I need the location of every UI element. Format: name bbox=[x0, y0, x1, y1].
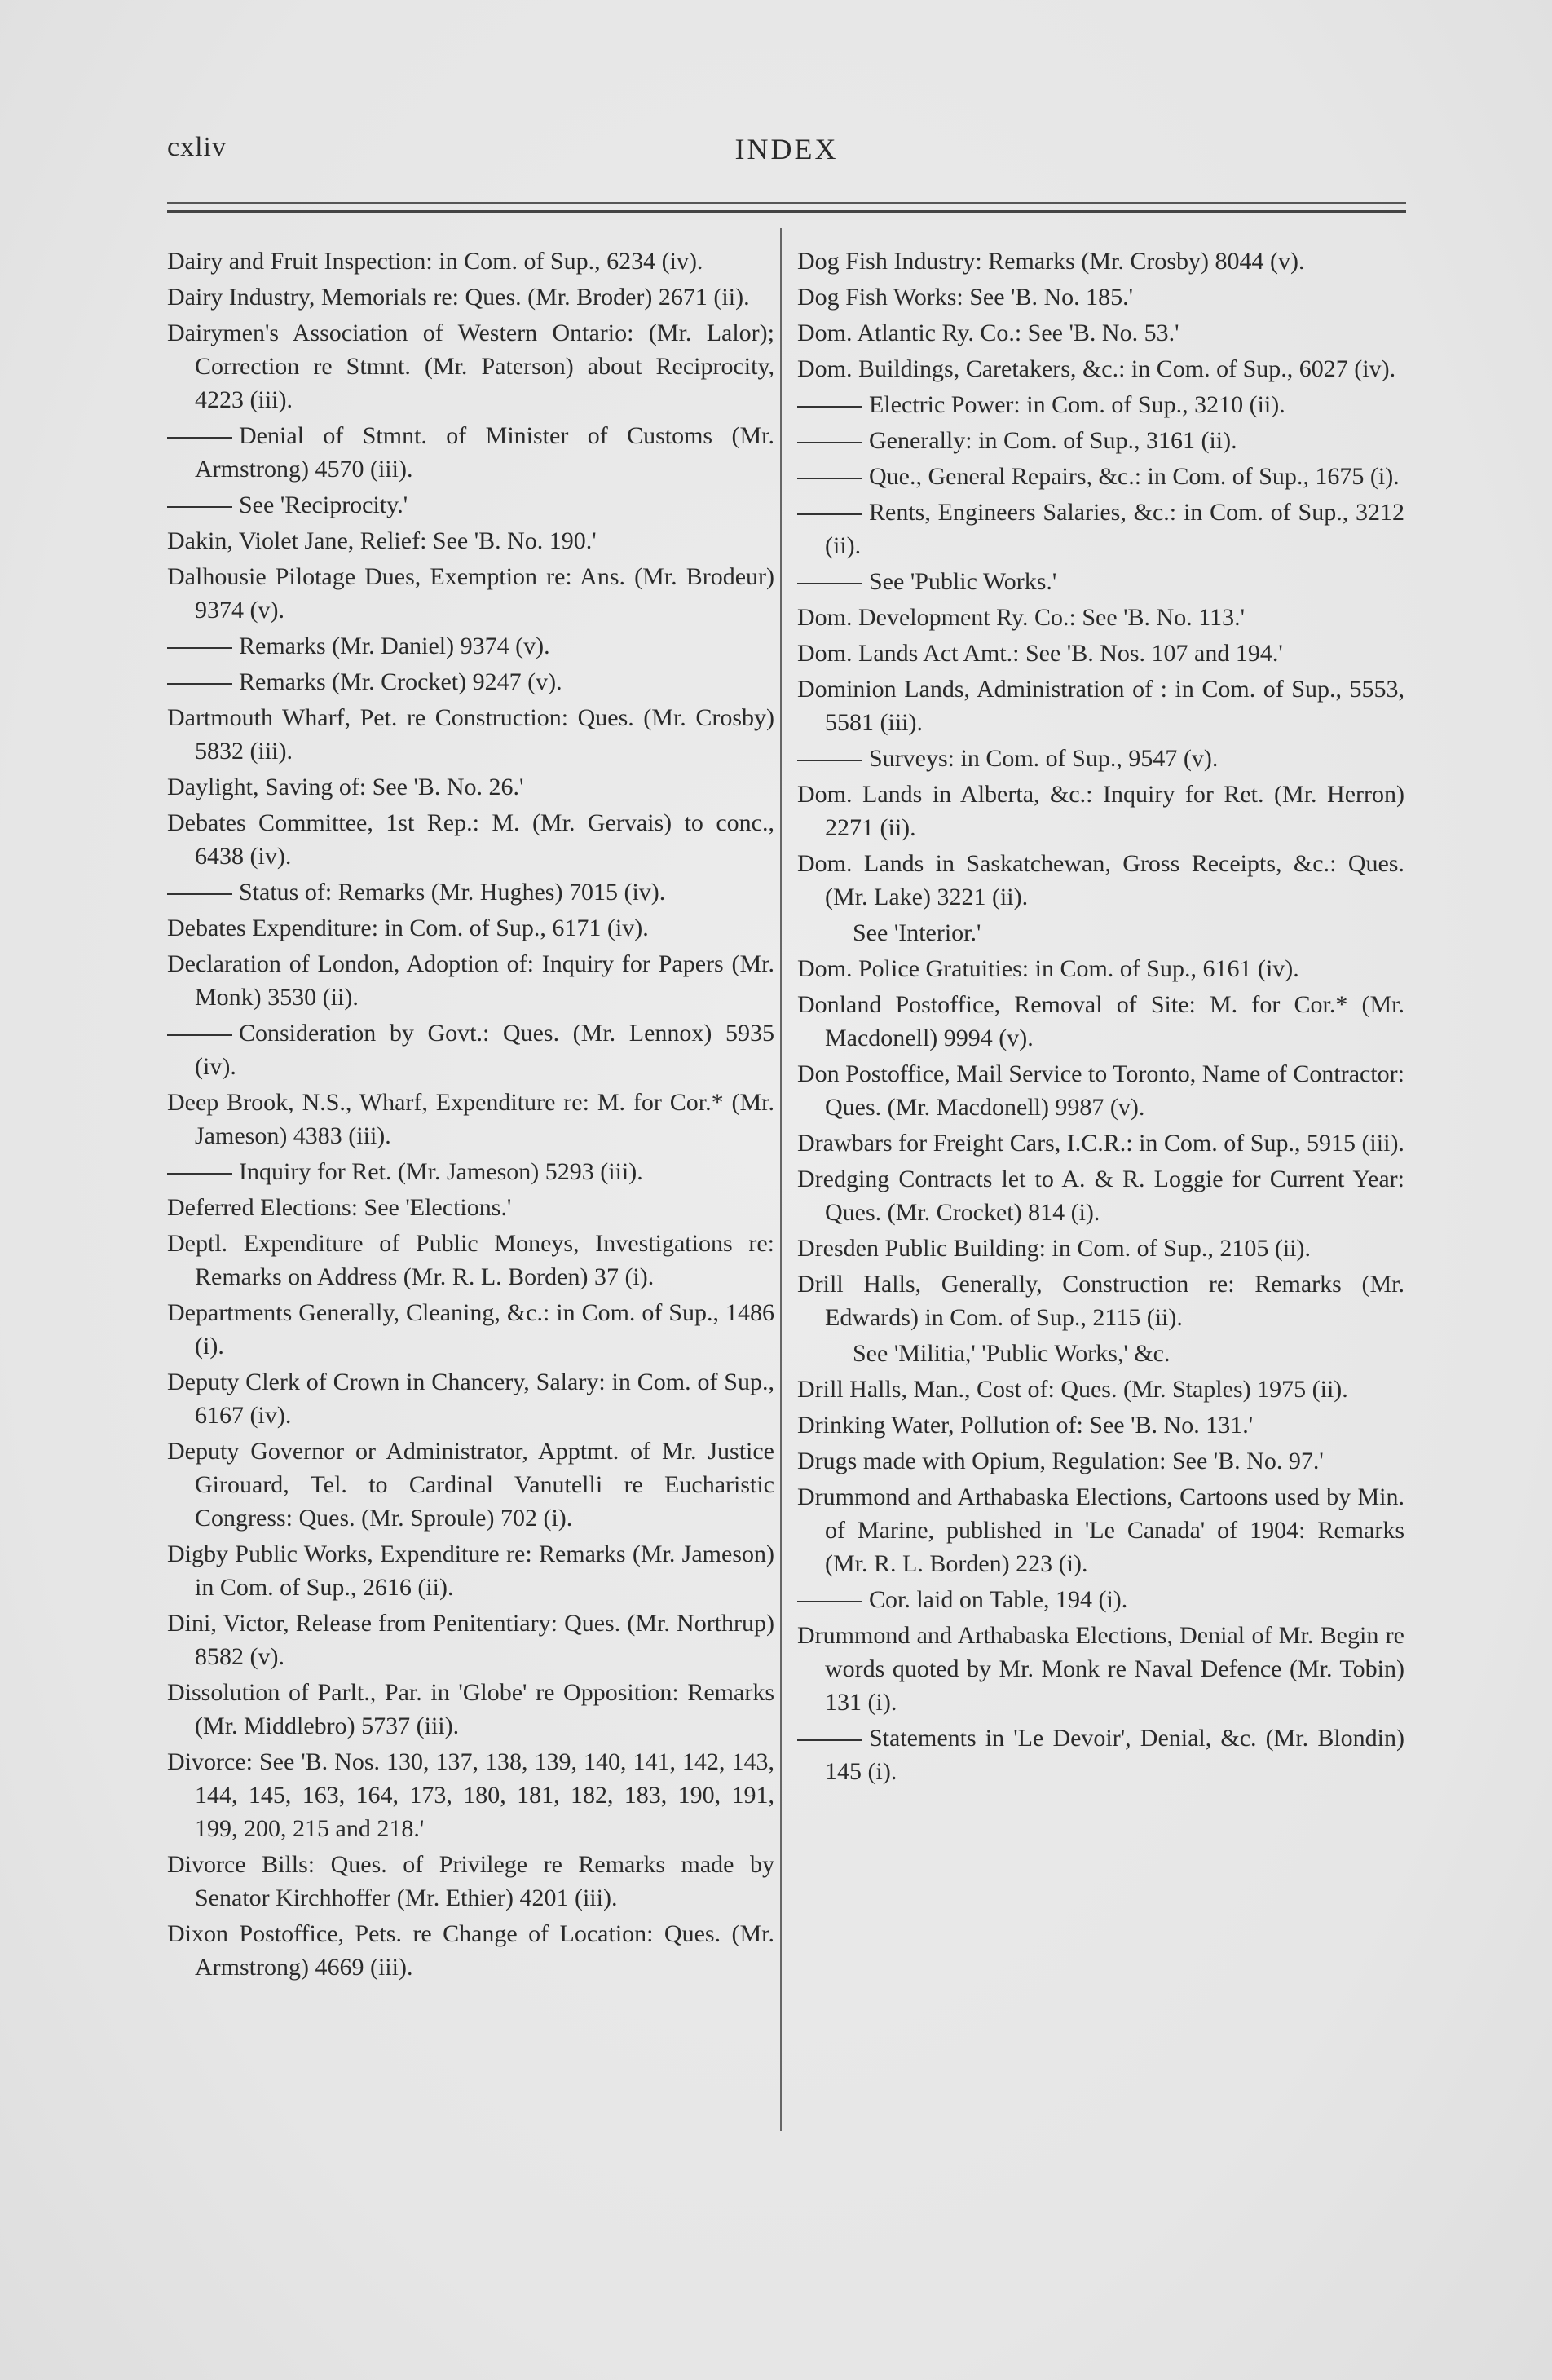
index-entry bbox=[797, 316, 1404, 350]
entry-text: Dom. Development Ry. Co.: See 'B. No. 113.' bbox=[797, 604, 1246, 631]
index-see-reference bbox=[797, 1337, 1404, 1370]
index-subentry bbox=[797, 742, 1404, 775]
index-subentry bbox=[797, 1721, 1404, 1788]
entry-text: Denial of Stmnt. of Minister of Customs (Mr. Armstrong) 4570 (iii). bbox=[195, 422, 774, 483]
entry-text: Dissolution of Parlt., Par. in 'Globe' re Opposition: Remarks (Mr. Middlebro) 5737 (iii). bbox=[167, 1679, 774, 1739]
index-entry bbox=[797, 637, 1404, 670]
column-divider bbox=[780, 228, 782, 2131]
index-entry bbox=[167, 1676, 774, 1743]
entry-text: Dom. Police Gratuities: in Com. of Sup., 6161 (iv). bbox=[797, 955, 1299, 982]
ditto-dash bbox=[167, 683, 232, 685]
index-entry bbox=[167, 1365, 774, 1432]
entry-text: Remarks (Mr. Crocket) 9247 (v). bbox=[239, 668, 562, 695]
entry-text: Dom. Lands in Saskatchewan, Gross Receipts, &c.: Ques. (Mr. Lake) 3221 (ii). bbox=[797, 850, 1404, 910]
index-entry bbox=[167, 701, 774, 768]
index-entry bbox=[797, 988, 1404, 1055]
entry-text: Dixon Postoffice, Pets. re Change of Location: Ques. (Mr. Armstrong) 4669 (iii). bbox=[167, 1920, 774, 1981]
index-entry bbox=[167, 524, 774, 558]
entry-text: Don Postoffice, Mail Service to Toronto, Name of Contractor: Ques. (Mr. Macdonell) 9987 (v). bbox=[797, 1060, 1404, 1121]
entry-text: Debates Expenditure: in Com. of Sup., 6171 (iv). bbox=[167, 915, 649, 941]
index-entry bbox=[797, 1480, 1404, 1580]
index-entry bbox=[797, 1126, 1404, 1160]
page-header bbox=[167, 132, 1406, 181]
ditto-dash bbox=[167, 437, 232, 439]
index-subentry bbox=[167, 629, 774, 663]
index-entry bbox=[797, 280, 1404, 314]
index-entry bbox=[797, 847, 1404, 914]
index-entry bbox=[167, 806, 774, 873]
index-entry bbox=[167, 1745, 774, 1845]
ditto-dash bbox=[797, 760, 862, 761]
index-entry bbox=[167, 947, 774, 1014]
ditto-dash bbox=[167, 1173, 232, 1175]
index-entry bbox=[167, 560, 774, 627]
index-subentry bbox=[797, 565, 1404, 598]
entry-text: Dairy Industry, Memorials re: Ques. (Mr. Broder) 2671 (ii). bbox=[167, 284, 750, 311]
index-entry bbox=[797, 1373, 1404, 1406]
index-entry bbox=[797, 1619, 1404, 1719]
entry-text: Dartmouth Wharf, Pet. re Construction: Ques. (Mr. Crosby) 5832 (iii). bbox=[167, 704, 774, 765]
index-entry bbox=[167, 1848, 774, 1915]
index-subentry bbox=[797, 388, 1404, 421]
index-entry bbox=[797, 352, 1404, 386]
entry-text: Divorce Bills: Ques. of Privilege re Remarks made by Senator Kirchhoffer (Mr. Ethier) 4201 (iii). bbox=[167, 1851, 774, 1911]
index-entry bbox=[167, 1606, 774, 1673]
entry-text: Divorce: See 'B. Nos. 130, 137, 138, 139, 140, 141, 142, 143, 144, 145, 163, 164, 173, 180, 181, 182, 183, 190, 191, 199, 200, 215 and 218.' bbox=[167, 1748, 774, 1842]
entry-text: Dom. Lands in Alberta, &c.: Inquiry for Ret. (Mr. Herron) 2271 (ii). bbox=[797, 781, 1404, 841]
entry-text: Drawbars for Freight Cars, I.C.R.: in Com. of Sup., 5915 (iii). bbox=[797, 1130, 1404, 1157]
entry-text: Dini, Victor, Release from Penitentiary: Ques. (Mr. Northrup) 8582 (v). bbox=[167, 1610, 774, 1670]
entry-text: Remarks (Mr. Daniel) 9374 (v). bbox=[239, 632, 550, 659]
ditto-dash bbox=[167, 647, 232, 649]
entry-text: Drill Halls, Man., Cost of: Ques. (Mr. Staples) 1975 (ii). bbox=[797, 1376, 1348, 1403]
index-column-right bbox=[797, 245, 1404, 1791]
ditto-dash bbox=[797, 406, 862, 408]
ditto-dash bbox=[797, 442, 862, 443]
entry-text: Dom. Buildings, Caretakers, &c.: in Com. of Sup., 6027 (iv). bbox=[797, 355, 1396, 382]
index-entry bbox=[797, 952, 1404, 985]
entry-text: Electric Power: in Com. of Sup., 3210 (ii). bbox=[869, 391, 1285, 418]
entry-text: See 'Public Works.' bbox=[869, 568, 1057, 595]
index-entry bbox=[797, 245, 1404, 278]
index-subentry bbox=[797, 460, 1404, 493]
entry-text: Status of: Remarks (Mr. Hughes) 7015 (iv). bbox=[239, 879, 666, 906]
entry-text: Surveys: in Com. of Sup., 9547 (v). bbox=[869, 745, 1219, 772]
entry-text: Dog Fish Works: See 'B. No. 185.' bbox=[797, 284, 1134, 311]
index-subentry bbox=[797, 496, 1404, 562]
index-subentry bbox=[797, 1583, 1404, 1616]
entry-text: Inquiry for Ret. (Mr. Jameson) 5293 (iii). bbox=[239, 1158, 643, 1185]
index-subentry bbox=[797, 424, 1404, 457]
entry-text: Dairymen's Association of Western Ontario: (Mr. Lalor); Correction re Stmnt. (Mr. Paterson) about Reciprocity, 4223 (iii). bbox=[167, 320, 774, 413]
ditto-dash bbox=[797, 513, 862, 515]
entry-text: Dredging Contracts let to A. & R. Loggie for Current Year: Ques. (Mr. Crocket) 814 (i). bbox=[797, 1166, 1404, 1226]
entry-text: Deferred Elections: See 'Elections.' bbox=[167, 1194, 512, 1221]
index-entry bbox=[797, 601, 1404, 634]
index-entry bbox=[167, 1917, 774, 1984]
page-number: cxliv bbox=[167, 132, 227, 162]
entry-text: Cor. laid on Table, 194 (i). bbox=[869, 1586, 1128, 1613]
ditto-dash bbox=[797, 583, 862, 584]
entry-text: Statements in 'Le Devoir', Denial, &c. (Mr. Blondin) 145 (i). bbox=[825, 1725, 1404, 1785]
index-subentry bbox=[167, 1016, 774, 1083]
entry-text: Digby Public Works, Expenditure re: Remarks (Mr. Jameson) in Com. of Sup., 2616 (ii). bbox=[167, 1540, 774, 1601]
ditto-dash bbox=[797, 478, 862, 479]
index-entry bbox=[797, 1444, 1404, 1478]
index-entry bbox=[797, 672, 1404, 739]
index-entry bbox=[167, 280, 774, 314]
ditto-dash bbox=[797, 1739, 862, 1741]
entry-text: Departments Generally, Cleaning, &c.: in Com. of Sup., 1486 (i). bbox=[167, 1299, 774, 1360]
index-see-reference bbox=[797, 916, 1404, 950]
entry-text: Declaration of London, Adoption of: Inquiry for Papers (Mr. Monk) 3530 (ii). bbox=[167, 950, 774, 1011]
entry-text: Dresden Public Building: in Com. of Sup., 2105 (ii). bbox=[797, 1235, 1311, 1262]
entry-text: Drill Halls, Generally, Construction re: Remarks (Mr. Edwards) in Com. of Sup., 2115 (ii). bbox=[797, 1271, 1404, 1331]
entry-text: Drummond and Arthabaska Elections, Cartoons used by Min. of Marine, published in 'Le Canada' of 1904: Remarks (Mr. R. L. Borden) 223 (i). bbox=[797, 1483, 1404, 1577]
index-entry bbox=[167, 1435, 774, 1535]
header-rule-thick bbox=[167, 210, 1406, 213]
index-subentry bbox=[167, 488, 774, 522]
entry-text: Que., General Repairs, &c.: in Com. of Sup., 1675 (i). bbox=[869, 463, 1400, 490]
index-entry bbox=[167, 770, 774, 804]
ditto-dash bbox=[797, 1601, 862, 1602]
index-entry bbox=[167, 1227, 774, 1294]
index-entry bbox=[167, 316, 774, 416]
entry-text: Dalhousie Pilotage Dues, Exemption re: Ans. (Mr. Brodeur) 9374 (v). bbox=[167, 563, 774, 624]
index-entry bbox=[797, 778, 1404, 844]
index-entry bbox=[167, 1086, 774, 1153]
index-entry bbox=[167, 1296, 774, 1363]
entry-text: Dakin, Violet Jane, Relief: See 'B. No. 190.' bbox=[167, 527, 597, 554]
index-entry bbox=[167, 1537, 774, 1604]
ditto-dash bbox=[167, 506, 232, 508]
entry-text: Deputy Governor or Administrator, Apptmt. of Mr. Justice Girouard, Tel. to Cardinal Vanutelli re Eucharistic Congress: Ques. (Mr. Sproule) 702 (i). bbox=[167, 1438, 774, 1532]
index-entry bbox=[797, 1267, 1404, 1334]
entry-text: Daylight, Saving of: See 'B. No. 26.' bbox=[167, 774, 524, 800]
index-entry bbox=[797, 1408, 1404, 1442]
entry-text: See 'Militia,' 'Public Works,' &c. bbox=[853, 1340, 1171, 1367]
index-subentry bbox=[167, 419, 774, 486]
entry-text: Generally: in Com. of Sup., 3161 (ii). bbox=[869, 427, 1237, 454]
entry-text: Dom. Atlantic Ry. Co.: See 'B. No. 53.' bbox=[797, 320, 1179, 346]
entry-text: Deep Brook, N.S., Wharf, Expenditure re: M. for Cor.* (Mr. Jameson) 4383 (iii). bbox=[167, 1089, 774, 1149]
index-entry bbox=[167, 245, 774, 278]
index-entry bbox=[167, 1191, 774, 1224]
index-entry bbox=[797, 1162, 1404, 1229]
header-rule-thin bbox=[167, 202, 1406, 204]
entry-text: Dog Fish Industry: Remarks (Mr. Crosby) 8044 (v). bbox=[797, 248, 1305, 275]
ditto-dash bbox=[167, 893, 232, 895]
entry-text: Deptl. Expenditure of Public Moneys, Investigations re: Remarks on Address (Mr. R. L. Borden) 37 (i). bbox=[167, 1230, 774, 1290]
running-title: INDEX bbox=[734, 133, 839, 165]
index-subentry bbox=[167, 875, 774, 909]
index-column-left bbox=[167, 245, 774, 1986]
index-entry bbox=[797, 1057, 1404, 1124]
index-entry bbox=[797, 1232, 1404, 1265]
entry-text: Dom. Lands Act Amt.: See 'B. Nos. 107 and 194.' bbox=[797, 640, 1283, 667]
entry-text: See 'Reciprocity.' bbox=[239, 491, 408, 518]
entry-text: Dominion Lands, Administration of : in Com. of Sup., 5553, 5581 (iii). bbox=[797, 676, 1404, 736]
index-entry bbox=[167, 911, 774, 945]
entry-text: Debates Committee, 1st Rep.: M. (Mr. Gervais) to conc., 6438 (iv). bbox=[167, 809, 774, 870]
entry-text: Donland Postoffice, Removal of Site: M. for Cor.* (Mr. Macdonell) 9994 (v). bbox=[797, 991, 1404, 1051]
entry-text: Dairy and Fruit Inspection: in Com. of Sup., 6234 (iv). bbox=[167, 248, 703, 275]
index-subentry bbox=[167, 665, 774, 699]
ditto-dash bbox=[167, 1034, 232, 1036]
entry-text: Rents, Engineers Salaries, &c.: in Com. of Sup., 3212 (ii). bbox=[825, 499, 1404, 559]
index-subentry bbox=[167, 1155, 774, 1188]
entry-text: See 'Interior.' bbox=[853, 919, 981, 946]
entry-text: Drinking Water, Pollution of: See 'B. No. 131.' bbox=[797, 1412, 1254, 1439]
entry-text: Consideration by Govt.: Ques. (Mr. Lennox) 5935 (iv). bbox=[195, 1020, 774, 1080]
entry-text: Drugs made with Opium, Regulation: See 'B. No. 97.' bbox=[797, 1448, 1324, 1474]
entry-text: Drummond and Arthabaska Elections, Denial of Mr. Begin re words quoted by Mr. Monk re Naval Defence (Mr. Tobin) 131 (i). bbox=[797, 1622, 1404, 1716]
entry-text: Deputy Clerk of Crown in Chancery, Salary: in Com. of Sup., 6167 (iv). bbox=[167, 1368, 774, 1429]
